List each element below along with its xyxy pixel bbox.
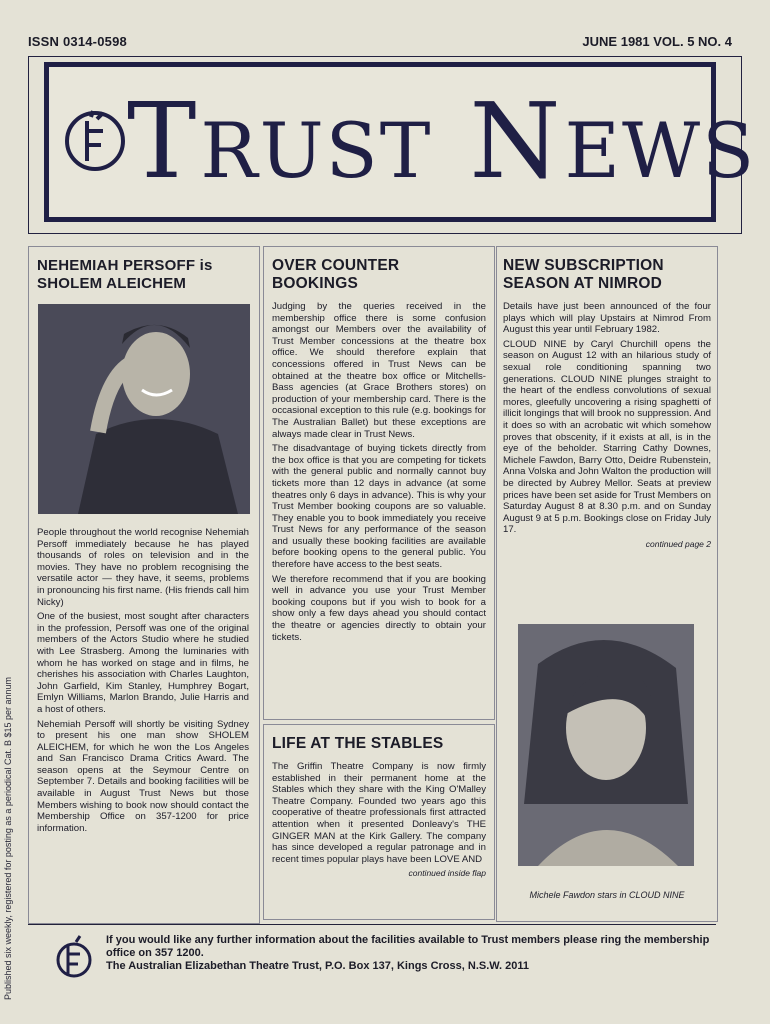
persoff-headline: NEHEMIAH PERSOFF is SHOLEM ALEICHEM [37,257,213,292]
persoff-paragraph: Nehemiah Persoff will shortly be visiting Sydney to present his one man show SHOLEM ALEICHEM, for which he won the Los Angeles and San Francisco Drama Critics Award. The season opens at the Seymour Centre on September 7. Details and booking facilities will be available in August Trust News but those Members wishing to book now should contact the Membership Office on 357-1200 for price information. [37,718,249,834]
persoff-photo-image [38,304,250,514]
bookings-paragraph: The disadvantage of buying tickets directly from the box office is that you are competing for tickets with the general public and normally cannot buy tickets more than 12 days in advance (at some theatres only 6 days in advance). This is why your Trust Member booking coupons are so valuable. They enable you to book immediately you receive Trust News for any performance of the season and usually these booking facilities are available before booking opens to the general public. You therefore have access to the best seats. [272,443,486,571]
nimrod-continued: continued page 2 [645,538,711,549]
masthead-title [127,71,757,211]
stables-continued: continued inside flap [408,868,486,879]
stables-body [272,761,486,865]
issn: ISSN 0314-0598 [28,34,127,49]
nimrod-paragraph: CLOUD NINE by Caryl Churchill opens the season on August 12 with an hilarious study of sexual role conditioning spanning two generations. CLOUD NINE plunges straight to the heart of the endless convolutions of sexual mores, gleefully uncovering a rising spaghetti of illicit longings that will brook no suppression. And it does so with an acrobatic wit which somehow proves that obscenity, if it exists at all, is in the eye of the beholder. Starring Cathy Downes, Michele Fawdon, Barry Otto, Deidre Rubenstein, Anna Volska and John Walton the production will be directed by Aubrey Mellor. Seats at preview prices have been set aside for Trust Members on Saturday August 8 at 8.30 p.m. and on Sunday August 9 at 5 p.m. Bookings close on Friday July 17. [503,338,711,536]
fawdon-caption: Michele Fawdon stars in CLOUD NINE [529,890,685,900]
nimrod-body [503,301,711,536]
footer-line-1: If you would like any further information about the facilities available to Trust members please ring the membership office on 357 1200. [106,934,710,959]
title-letter-t: T [127,80,201,202]
stables-headline: LIFE AT THE STABLES [272,735,444,752]
fawdon-photo [518,624,694,866]
masthead [44,62,757,222]
fawdon-photo-image [518,624,694,866]
footer-divider [28,924,716,925]
footer-line-2: The Australian Elizabethan Theatre Trust, P.O. Box 137, Kings Cross, N.S.W. 2011 [106,960,530,972]
nimrod-paragraph: Details have just been announced of the four plays which will play Upstairs at Nimrod From August this year until February 1982. [503,301,711,336]
stables-paragraph: The Griffin Theatre Company is now firmly established in their permanent home at the Stables which they share with the King O'Malley Theatre Company. Founded two years ago this cooperative of theatre professionals first attracted attention when it presented Donleavy's THE GINGER MAN at the Kirk Gallery. The company has since developed a regular patronage and in recent times popular plays have been LOVE AND [272,761,486,865]
bookings-paragraph: We therefore recommend that if you are booking well in advance you use your Trust Member booking coupons but if you wish to book for a show only a few days ahead you should contact the theatre or agencies directly to obtain your tickets. [272,573,486,643]
nimrod-headline: NEW SUBSCRIPTION SEASON AT NIMROD [503,257,664,292]
bookings-paragraph: Judging by the queries received in the membership office there is some confusion amongst our Members over the availability of Trust Member concessions at the theatre box office. We should therefore explain that concessions offered in Trust News can be obtained at the theatre box office or Mitchells-Bass agencies (at Grace Brothers stores) on production of your membership card. There is the occasional exception to this rule (e.g. bookings for The Australian Ballet) but these exceptions are always made clear in Trust News. [272,301,486,440]
persoff-paragraph: One of the busiest, most sought after characters in the profession, Persoff was one of the original members of the Actors Studio where he studied with Lee Strasberg. Among the luminaries with whom he has worked on stage and in films, he cherishes his association with Charles Laughton, John Garfield, Kim Stanley, Humphrey Bogart, Emlyn Williams, Marlon Brando, Julie Harris and a host of others. [37,611,249,715]
bookings-headline: OVER COUNTER BOOKINGS [272,257,400,292]
persoff-photo [38,304,250,514]
postage-notice: Published six weekly, registered for posting as a periodical Cat. B $15 per annum [3,676,13,1000]
title-word-ews: EWS [564,106,757,195]
persoff-paragraph: People throughout the world recognise Nehemiah Persoff immediately because he has played thousands of roles on television and in the movies. They have no problem recognising the versatile actor — they have, it seems, problems in pronouncing his first name. (His friends call him Nicky) [37,527,249,608]
trust-footer-logo-icon [54,932,94,980]
bookings-body [272,301,486,643]
article-bookings [263,246,495,720]
title-letter-n: N [469,80,565,202]
persoff-body [37,527,249,837]
issue-dateline: JUNE 1981 VOL. 5 NO. 4 [582,34,732,49]
footer-contact [106,934,718,973]
article-stables [263,724,495,920]
trust-logo-icon [63,101,127,175]
title-word-rust: RUST [200,106,433,195]
